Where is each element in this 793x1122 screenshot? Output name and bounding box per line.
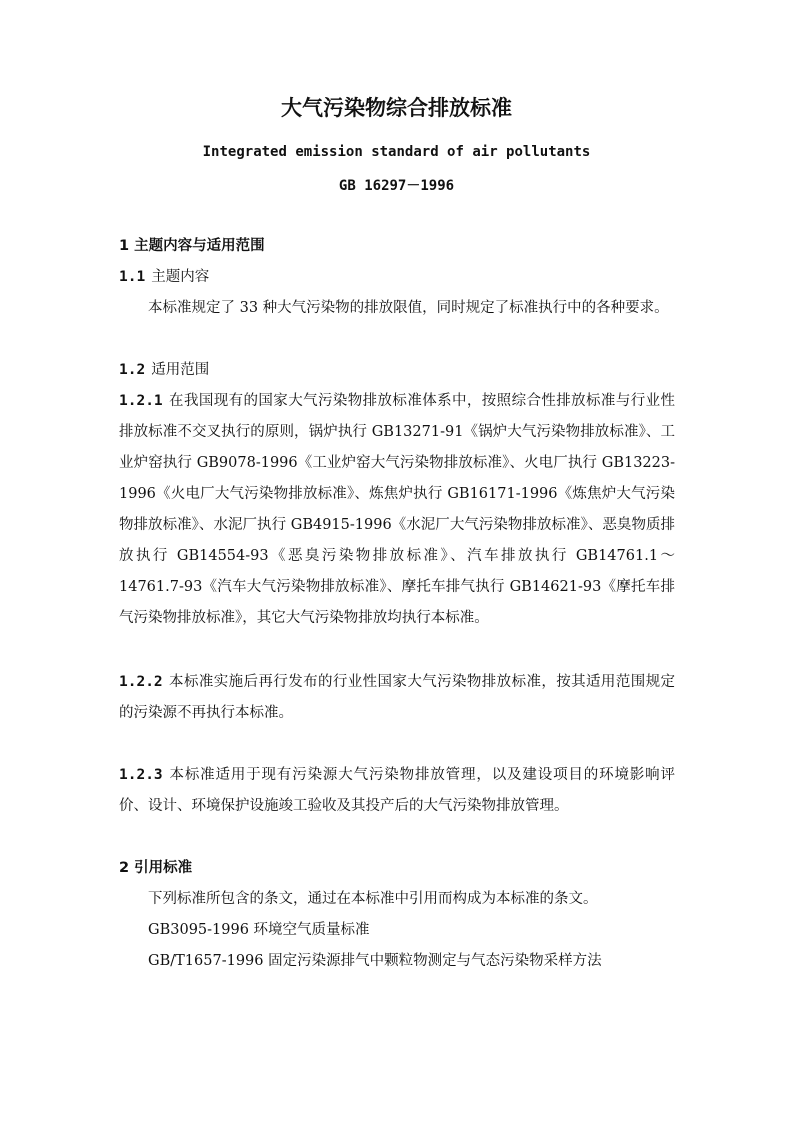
standard-number: GB 16297－1996 <box>338 178 455 194</box>
document-title: 大气污染物综合排放标准 <box>281 96 512 120</box>
clause-1-2-2 <box>119 667 675 729</box>
section-2-intro: 下列标准所包含的条文，通过在本标准中引用而构成为本标准的条文。 <box>148 891 598 907</box>
subsection-1-1-number: 1.1 <box>119 269 146 285</box>
subsection-1-2-label: 适用范围 <box>151 362 210 378</box>
clause-1-2-3 <box>119 760 675 822</box>
subsection-1-1-text: 本标准规定了 33 种大气污染物的排放限值，同时规定了标准执行中的各种要求。 <box>148 300 669 316</box>
clause-1-2-1 <box>119 386 675 634</box>
reference-item: GB3095-1996 环境空气质量标准 <box>148 922 370 938</box>
subsection-1-2-number: 1.2 <box>119 362 146 378</box>
clause-1-2-3-text: 本标准适用于现有污染源大气污染物排放管理，以及建设项目的环境影响评价、设计、环境保护设施竣工验收及其投产后的大气污染物排放管理。 <box>119 767 675 814</box>
clause-1-2-1-number: 1.2.1 <box>119 393 163 409</box>
clause-1-2-2-number: 1.2.2 <box>119 674 163 690</box>
clause-1-2-1-text: 在我国现有的国家大气污染物排放标准体系中，按照综合性排放标准与行业性排放标准不交叉执行的原则，锅炉执行 GB13271-91《锅炉大气污染物排放标准》、工业炉窑执行 GB9078-1996《工业炉窑大气污染物排放标准》、火电厂执行 GB13223-1996《火电厂大气污染物排放标准》、炼焦炉执行 GB16171-1996《炼焦炉大气污染物排放标准》、水泥厂执行 GB4915-1996《水泥厂大气污染物排放标准》、恶臭物质排放执行 GB14554-93《恶臭污染物排放标准》、汽车排放执行 GB14761.1～14761.7-93《汽车大气污染物排放标准》、摩托车排气执行 GB14621-93《摩托车排气污染物排放标准》，其它大气污染物排放均执行本标准。 <box>119 393 675 626</box>
subsection-1-1 <box>119 262 675 293</box>
subsection-1-2 <box>119 355 675 386</box>
subsection-1-1-label: 主题内容 <box>151 269 210 285</box>
clause-1-2-2-text: 本标准实施后再行发布的行业性国家大气污染物排放标准，按其适用范围规定的污染源不再执行本标准。 <box>119 674 675 721</box>
section-1-heading: 1 主题内容与适用范围 <box>119 238 265 254</box>
clause-1-2-3-number: 1.2.3 <box>119 767 163 783</box>
reference-item: GB/T1657-1996 固定污染源排气中颗粒物测定与气态污染物采样方法 <box>148 953 602 969</box>
document-subtitle: Integrated emission standard of air pollutants <box>202 144 591 160</box>
section-2-heading: 2 引用标准 <box>119 860 193 876</box>
